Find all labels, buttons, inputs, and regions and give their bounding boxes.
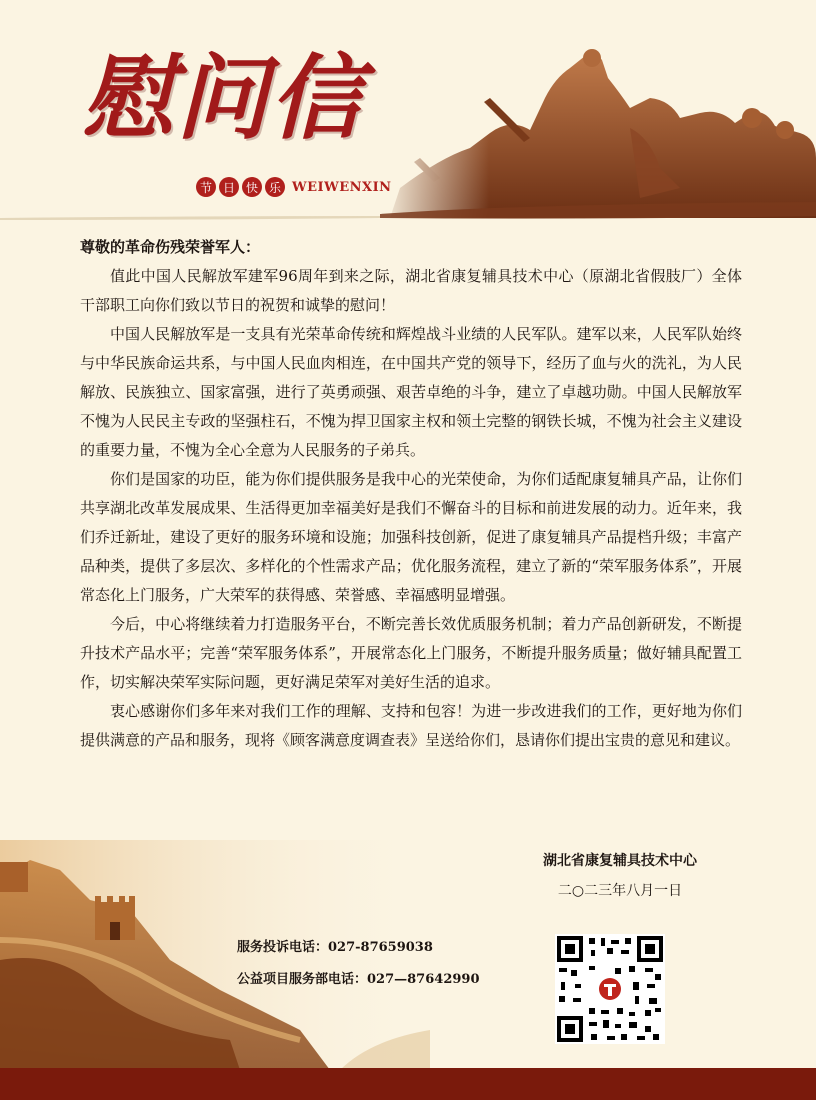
qr-code-icon[interactable] <box>555 934 665 1044</box>
brush-stroke-divider <box>0 200 816 222</box>
public-welfare-phone: 公益项目服务部电话：027—87642990 <box>237 972 480 987</box>
paragraph-3: 你们是国家的功臣，能为你们提供服务是我中心的光荣使命，为你们适配康复辅具产品，让你们共享湖北改革发展成果、生活得更加幸福美好是我们不懈奋斗的目标和前进发展的动力。近年来，我们乔迁新址，建设了更好的服务环境和设施；加强科技创新，促进了康复辅具产品提档升级；丰富产品种类，提供了多层次、多样化的个性需求产品；优化服务流程，建立了新的“荣军服务体系”，开展常态化上门服务，广大荣军的获得感、荣誉感、幸福感明显增强。 <box>80 470 742 604</box>
title-english: WEIWENXIN <box>292 179 392 195</box>
paragraph-1: 值此中国人民解放军建军96周年到来之际，湖北省康复辅具技术中心（原湖北省假肢厂）全体干部职工向你们致以节日的祝贺和诚挚的慰问！ <box>80 267 742 314</box>
bronze-sculpture-icon <box>380 38 816 218</box>
salutation: 尊敬的革命伤残荣誉军人： <box>80 238 261 256</box>
contact-block <box>237 932 480 996</box>
signature-date: 二○二三年八月一日 <box>557 883 683 899</box>
holiday-char-4: 乐 <box>265 177 285 197</box>
signature-block <box>520 846 720 906</box>
paragraph-4: 今后，中心将继续着力打造服务平台，不断完善长效优质服务机制；着力产品创新研发，不断提升技术产品水平；完善“荣军服务体系”，开展常态化上门服务，不断提升服务质量；做好辅具配置工作，切实解决荣军实际问题，更好满足荣军对美好生活的追求。 <box>80 615 742 691</box>
complaint-phone: 服务投诉电话：027-87659038 <box>237 940 433 955</box>
paragraph-2: 中国人民解放军是一支具有光荣革命传统和辉煌战斗业绩的人民军队。建军以来，人民军队始终与中华民族命运共系，与中国人民血肉相连，在中国共产党的领导下，经历了血与火的洗礼，为人民解放、民族独立、国家富强，进行了英勇顽强、艰苦卓绝的斗争，建立了卓越功勋。中国人民解放军不愧为人民民主专政的坚强柱石，不愧为捍卫国家主权和领土完整的钢铁长城，不愧为社会主义建设的重要力量，不愧为全心全意为人民服务的子弟兵。 <box>80 325 742 459</box>
holiday-char-2: 日 <box>219 177 239 197</box>
footer-bar <box>0 1068 816 1100</box>
holiday-char-3: 快 <box>242 177 262 197</box>
holiday-char-1: 节 <box>196 177 216 197</box>
letter-body <box>80 233 742 755</box>
paragraph-5: 衷心感谢你们多年来对我们工作的理解、支持和包容！为进一步改进我们的工作，更好地为你们提供满意的产品和服务，现将《顾客满意度调查表》呈送给你们，恳请你们提出宝贵的意见和建议。 <box>80 702 742 749</box>
signature-organization: 湖北省康复辅具技术中心 <box>543 853 697 869</box>
header-banner <box>0 0 816 225</box>
page-title: 慰问信 <box>82 44 365 152</box>
holiday-subtitle <box>196 176 392 198</box>
